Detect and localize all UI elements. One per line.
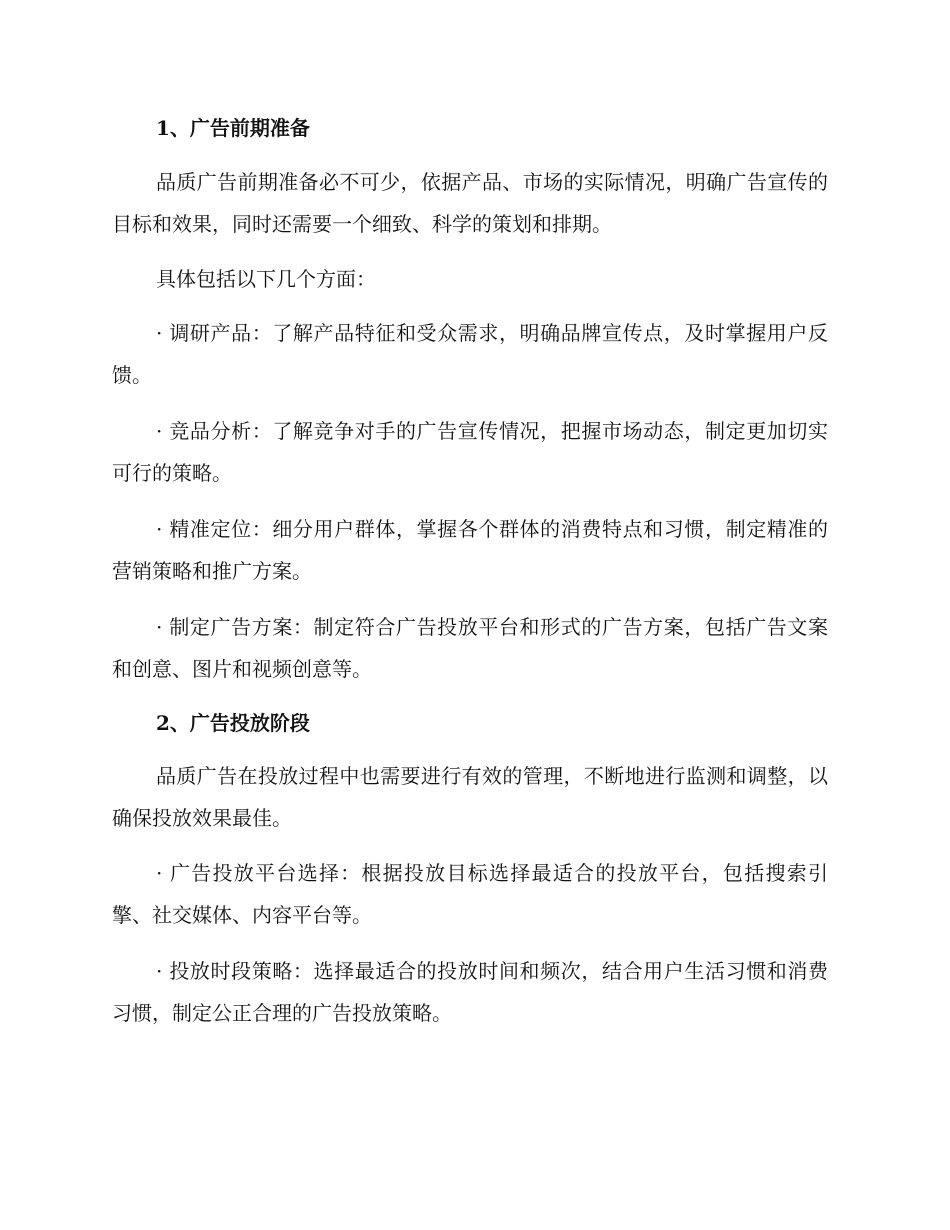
document-page (112, 0, 828, 1230)
section-1-heading: 1、广告前期准备 (156, 116, 310, 140)
list-item: · 广告投放平台选择：根据投放目标选择最适合的投放平台，包括搜索引擎、社交媒体、内容平台等。 (112, 861, 828, 927)
list-item: · 调研产品：了解产品特征和受众需求，明确品牌宣传点，及时掌握用户反馈。 (112, 321, 828, 387)
list-item: · 制定广告方案：制定符合广告投放平台和形式的广告方案，包括广告文案和创意、图片和视频创意等。 (112, 615, 828, 681)
list-item: · 精准定位：细分用户群体，掌握各个群体的消费特点和习惯，制定精准的营销策略和推广方案。 (112, 517, 828, 583)
section-2-heading: 2、广告投放阶段 (156, 711, 310, 735)
section-1-intro: 品质广告前期准备必不可少，依据产品、市场的实际情况，明确广告宣传的目标和效果，同时还需要一个细致、科学的策划和排期。 (112, 170, 828, 236)
list-item: · 竞品分析：了解竞争对手的广告宣传情况，把握市场动态，制定更加切实可行的策略。 (112, 419, 828, 485)
list-item: · 投放时段策略：选择最适合的投放时间和频次，结合用户生活习惯和消费习惯，制定公正合理的广告投放策略。 (112, 959, 828, 1025)
section-2-intro: 品质广告在投放过程中也需要进行有效的管理，不断地进行监测和调整，以确保投放效果最佳。 (112, 764, 828, 830)
section-1-lead: 具体包括以下几个方面： (156, 267, 376, 291)
